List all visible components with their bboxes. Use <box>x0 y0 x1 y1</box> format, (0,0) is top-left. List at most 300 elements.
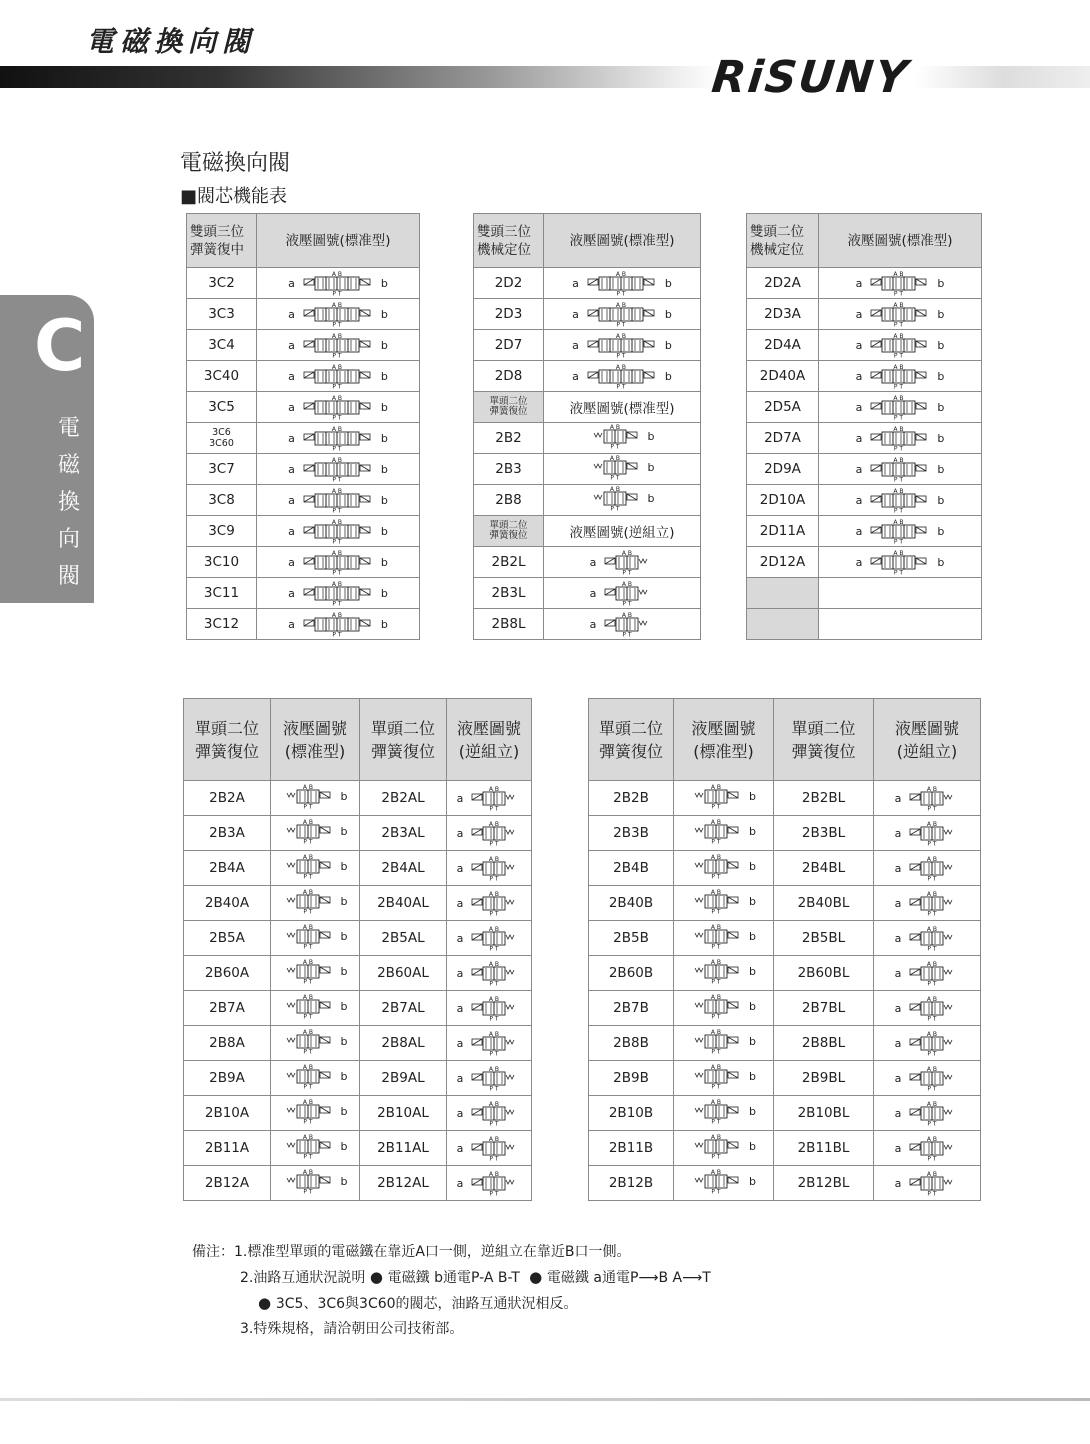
spool-code-text: 2B60BL <box>797 965 850 981</box>
coil-b-label: b <box>749 894 756 908</box>
coil-b-label: b <box>340 1139 348 1153</box>
spool-code-text: 3C3 <box>208 306 235 322</box>
coil-b-label: b <box>937 369 945 383</box>
table-header: 單頭二位 彈簧復位 <box>774 699 874 781</box>
spool-code <box>474 299 544 330</box>
table-row <box>187 361 420 392</box>
svg-text:A B: A B <box>302 819 313 826</box>
table-2d-2b-spool <box>473 213 701 640</box>
spool-code <box>187 268 257 299</box>
valve-symbol-icon <box>691 1168 756 1194</box>
spool-code-text: 2B10A <box>204 1105 250 1121</box>
spool-code <box>184 956 271 991</box>
valve-symbol-icon <box>457 1100 522 1126</box>
valve-symbol-icon <box>590 423 655 449</box>
spool-code-text: 2D12A <box>759 554 806 570</box>
spool-code-text: 3C4 <box>208 337 235 353</box>
spool-code <box>774 921 874 956</box>
valve-symbol-icon <box>856 487 945 513</box>
symbol-cell <box>257 423 420 454</box>
coil-a-label: a <box>456 1001 464 1015</box>
spool-code-text: 2B8L <box>491 616 526 632</box>
coil-a-label: a <box>456 896 464 910</box>
symbol-cell <box>674 956 774 991</box>
coil-a-label: a <box>288 400 295 414</box>
table-row <box>187 547 420 578</box>
svg-text:A B: A B <box>331 333 342 340</box>
spool-code-text: 2B9BL <box>801 1070 846 1086</box>
spool-code-text: 2B2 <box>495 430 522 446</box>
table-2b-a-spool <box>183 698 532 1201</box>
spool-code <box>747 547 819 578</box>
symbol-cell <box>544 578 701 609</box>
symbol-cell <box>674 921 774 956</box>
spool-code-text: 2B5B <box>613 930 649 946</box>
spool-code-text: 3C12 <box>203 616 240 632</box>
chapter-code: C <box>34 305 86 387</box>
valve-symbol-icon <box>895 855 960 881</box>
valve-symbol-icon <box>288 549 388 575</box>
spool-code <box>774 886 874 921</box>
coil-a-label: a <box>894 1036 902 1050</box>
symbol-cell <box>674 1026 774 1061</box>
svg-text:A B: A B <box>893 333 904 340</box>
valve-symbol-icon <box>691 958 756 984</box>
table-row <box>589 921 981 956</box>
table-row <box>474 330 701 361</box>
spool-code <box>589 781 674 816</box>
valve-symbol-icon <box>288 270 388 296</box>
valve-symbol-icon <box>895 1170 960 1196</box>
spool-code <box>184 886 271 921</box>
coil-b-label: b <box>380 369 388 383</box>
bullet-icon: ● <box>258 1294 276 1312</box>
svg-text:P T: P T <box>711 1188 721 1194</box>
svg-text:P T: P T <box>927 805 937 811</box>
spool-code <box>774 991 874 1026</box>
symbol-cell <box>874 816 981 851</box>
spool-code-text: 3C10 <box>203 554 240 570</box>
table-row <box>474 609 701 640</box>
spool-code <box>747 268 819 299</box>
spool-code-text: 2B3L <box>491 585 526 601</box>
table-row <box>184 816 532 851</box>
empty-cell <box>747 609 819 640</box>
spool-code-text: 2D4A <box>764 337 801 353</box>
spool-code <box>187 423 257 454</box>
svg-text:A B: A B <box>302 1064 313 1071</box>
svg-text:P T: P T <box>927 875 937 881</box>
valve-symbol-icon <box>288 425 388 451</box>
svg-text:A B: A B <box>893 457 904 464</box>
valve-symbol-icon <box>283 1028 348 1054</box>
svg-text:P T: P T <box>332 414 342 420</box>
svg-text:A B: A B <box>893 395 904 402</box>
coil-b-label: b <box>380 462 388 476</box>
spool-code <box>474 361 544 392</box>
spool-code <box>589 851 674 886</box>
valve-symbol-icon <box>457 1170 522 1196</box>
spool-code-text: 2B10BL <box>797 1105 850 1121</box>
svg-text:A B: A B <box>302 994 313 1001</box>
coil-a-label: a <box>288 555 295 569</box>
coil-a-label: a <box>288 276 295 290</box>
symbol-cell <box>674 1166 774 1201</box>
symbol-cell <box>271 1061 360 1096</box>
spool-code-text: 2B10AL <box>377 1105 429 1121</box>
table-row <box>187 609 420 640</box>
coil-b-label: b <box>664 369 672 383</box>
section-title: 電磁換向閥 <box>180 151 291 176</box>
spool-code <box>589 1096 674 1131</box>
table-row <box>187 516 420 547</box>
symbol-cell <box>257 299 420 330</box>
coil-a-label: a <box>894 966 902 980</box>
coil-b-label: b <box>340 999 348 1013</box>
valve-symbol-icon <box>856 363 945 389</box>
spool-code-text: 2D9A <box>764 461 801 477</box>
coil-a-label: a <box>288 617 295 631</box>
svg-text:P T: P T <box>489 1120 499 1126</box>
spool-code <box>474 268 544 299</box>
spool-code <box>360 1131 447 1166</box>
table-row <box>747 547 982 578</box>
spool-code <box>360 851 447 886</box>
spool-code-text: 2B3B <box>613 825 649 841</box>
coil-b-label: b <box>749 1104 756 1118</box>
coil-b-label: b <box>937 276 945 290</box>
coil-b-label: b <box>937 431 945 445</box>
note-line-2: 2.油路互通狀況説明 ● 電磁鐵 b通電P-A B-T ● 電磁鐵 a通電P⟶B A⟶T <box>240 1268 711 1286</box>
spool-code <box>474 485 544 516</box>
svg-text:A B: A B <box>927 1066 938 1073</box>
svg-text:A B: A B <box>489 926 500 933</box>
svg-text:P T: P T <box>927 1190 937 1196</box>
symbol-cell <box>447 1061 532 1096</box>
symbol-cell <box>874 1166 981 1201</box>
svg-text:P T: P T <box>489 1155 499 1161</box>
svg-text:P T: P T <box>332 507 342 513</box>
valve-symbol-icon <box>457 1135 522 1161</box>
svg-text:A B: A B <box>302 1169 313 1176</box>
svg-text:P T: P T <box>711 1013 721 1019</box>
coil-a-label: a <box>456 931 464 945</box>
symbol-cell <box>819 547 982 578</box>
table-2b-b-spool <box>588 698 981 1201</box>
valve-symbol-icon <box>283 1098 348 1124</box>
valve-symbol-icon <box>895 925 960 951</box>
coil-b-label: b <box>380 586 388 600</box>
table-row <box>747 485 982 516</box>
svg-text:P T: P T <box>489 840 499 846</box>
svg-text:P T: P T <box>332 569 342 575</box>
spool-code-text: 2B9A <box>209 1070 245 1086</box>
coil-a-label: a <box>456 966 464 980</box>
table-row <box>589 851 981 886</box>
table-row <box>589 991 981 1026</box>
svg-text:A B: A B <box>302 924 313 931</box>
valve-symbol-icon <box>691 1133 756 1159</box>
svg-text:A B: A B <box>615 302 626 309</box>
valve-symbol-icon <box>856 425 945 451</box>
svg-text:P T: P T <box>711 908 721 914</box>
table-header: 液壓圖號 (標准型) <box>271 699 360 781</box>
table-row-empty <box>747 609 982 640</box>
valve-symbol-icon <box>691 853 756 879</box>
table-header: 液壓圖號(標准型) <box>257 214 420 268</box>
spool-code <box>187 299 257 330</box>
subheader-label: 單頭二位 彈簧復位 <box>474 392 544 423</box>
symbol-cell <box>271 921 360 956</box>
spool-code <box>774 781 874 816</box>
symbol-cell <box>874 851 981 886</box>
table-row <box>184 851 532 886</box>
table-row <box>184 886 532 921</box>
table-row <box>184 1026 532 1061</box>
coil-b-label: b <box>647 429 655 443</box>
svg-text:A B: A B <box>331 488 342 495</box>
symbol-cell <box>257 485 420 516</box>
spool-code <box>184 781 271 816</box>
spool-code <box>187 485 257 516</box>
coil-b-label: b <box>340 1034 348 1048</box>
symbol-cell <box>544 609 701 640</box>
spool-code <box>474 578 544 609</box>
svg-text:P T: P T <box>927 945 937 951</box>
coil-b-label: b <box>749 999 756 1013</box>
table-row <box>187 578 420 609</box>
svg-text:A B: A B <box>331 426 342 433</box>
spool-code-text: 2B11A <box>204 1140 250 1156</box>
symbol-cell <box>874 956 981 991</box>
table-row <box>184 956 532 991</box>
valve-symbol-icon <box>288 518 388 544</box>
coil-a-label: a <box>855 431 863 445</box>
symbol-cell <box>819 330 982 361</box>
svg-text:P T: P T <box>302 1153 313 1159</box>
spool-code-text: 2D7A <box>764 430 801 446</box>
svg-text:P T: P T <box>302 1118 313 1124</box>
symbol-cell <box>544 423 701 454</box>
symbol-cell <box>271 886 360 921</box>
symbol-cell <box>447 816 532 851</box>
spool-code-text: 2B3A <box>209 825 245 841</box>
svg-text:A B: A B <box>710 1134 722 1141</box>
symbol-cell <box>447 921 532 956</box>
svg-text:A B: A B <box>893 426 904 433</box>
svg-text:A B: A B <box>489 961 500 968</box>
svg-text:A B: A B <box>302 854 313 861</box>
valve-symbol-icon <box>288 487 388 513</box>
table-header: 單頭二位 彈簧復位 <box>589 699 674 781</box>
table-row <box>184 1166 532 1201</box>
svg-text:P T: P T <box>894 507 904 513</box>
coil-a-label: a <box>855 338 863 352</box>
symbol-cell <box>447 781 532 816</box>
spool-code <box>747 330 819 361</box>
svg-text:A B: A B <box>710 924 722 931</box>
spool-code <box>474 609 544 640</box>
valve-symbol-icon <box>283 818 348 844</box>
svg-text:P T: P T <box>332 631 342 637</box>
svg-text:A B: A B <box>927 1136 938 1143</box>
symbol-cell <box>257 392 420 423</box>
valve-symbol-icon <box>457 1030 522 1056</box>
svg-text:A B: A B <box>331 457 342 464</box>
spool-code <box>187 547 257 578</box>
spool-code <box>360 921 447 956</box>
coil-a-label: a <box>456 1176 464 1190</box>
valve-symbol-icon <box>895 1135 960 1161</box>
coil-b-label: b <box>380 555 388 569</box>
symbol-cell <box>674 851 774 886</box>
spool-code <box>774 1026 874 1061</box>
spool-code-text: 2D8 <box>494 368 523 384</box>
svg-text:A B: A B <box>927 996 938 1003</box>
symbol-cell <box>674 1061 774 1096</box>
coil-b-label: b <box>340 859 348 873</box>
spool-code-text: 2D3A <box>764 306 801 322</box>
symbol-cell <box>544 547 701 578</box>
symbol-cell <box>674 781 774 816</box>
spool-code <box>187 454 257 485</box>
coil-a-label: a <box>855 369 863 383</box>
svg-text:P T: P T <box>711 803 721 809</box>
table-row <box>747 454 982 485</box>
coil-b-label: b <box>340 929 348 943</box>
svg-text:A B: A B <box>489 1136 500 1143</box>
coil-b-label: b <box>937 307 945 321</box>
symbol-cell <box>874 781 981 816</box>
spool-code-text: 2B60AL <box>377 965 429 981</box>
svg-text:A B: A B <box>927 786 938 793</box>
spool-code-text: 2B40B <box>608 895 654 911</box>
symbol-cell <box>874 991 981 1026</box>
symbol-cell <box>447 886 532 921</box>
valve-symbol-icon <box>457 855 522 881</box>
coil-a-label: a <box>855 307 863 321</box>
spool-code <box>774 956 874 991</box>
svg-text:A B: A B <box>893 364 904 371</box>
valve-symbol-icon <box>283 1063 348 1089</box>
symbol-cell <box>674 1131 774 1166</box>
spool-code-text: 2B2B <box>613 790 649 806</box>
svg-text:P T: P T <box>302 978 313 984</box>
valve-symbol-icon <box>856 394 945 420</box>
arrow-right-icon: ⟶ <box>638 1270 659 1286</box>
coil-a-label: a <box>894 1001 902 1015</box>
brand-logo: RiSUNY <box>709 52 912 103</box>
svg-text:P T: P T <box>894 321 904 327</box>
coil-a-label: a <box>288 586 295 600</box>
spool-code-text: 3C2 <box>208 275 235 291</box>
table-row <box>747 330 982 361</box>
svg-text:A B: A B <box>927 856 938 863</box>
svg-text:P T: P T <box>711 1083 721 1089</box>
valve-symbol-icon <box>288 580 388 606</box>
svg-text:P T: P T <box>894 290 904 296</box>
svg-text:A B: A B <box>609 455 620 462</box>
spool-code-text: 2B40BL <box>797 895 850 911</box>
chapter-sub: 1 <box>96 338 114 371</box>
valve-symbol-icon <box>457 1065 522 1091</box>
subheader-title: 液壓圖號(標准型) <box>544 392 701 423</box>
valve-symbol-icon <box>283 783 348 809</box>
svg-text:A B: A B <box>302 784 313 791</box>
valve-symbol-icon <box>856 270 945 296</box>
symbol-cell <box>874 921 981 956</box>
table-row <box>589 816 981 851</box>
svg-text:P T: P T <box>332 290 342 296</box>
symbol-cell <box>544 268 701 299</box>
table-row <box>747 299 982 330</box>
table-subheader-row <box>474 516 701 547</box>
symbol-cell <box>874 1061 981 1096</box>
svg-text:A B: A B <box>710 1064 722 1071</box>
valve-symbol-icon <box>590 580 655 606</box>
coil-a-label: a <box>456 1141 464 1155</box>
valve-symbol-icon <box>691 1098 756 1124</box>
coil-b-label: b <box>380 276 388 290</box>
spool-code-text: 2B8 <box>495 492 522 508</box>
valve-symbol-icon <box>457 890 522 916</box>
svg-text:P T: P T <box>302 908 313 914</box>
spool-code-text: 2B10B <box>608 1105 654 1121</box>
symbol-cell <box>819 299 982 330</box>
svg-text:P T: P T <box>711 1118 721 1124</box>
svg-text:P T: P T <box>927 1015 937 1021</box>
valve-symbol-icon <box>691 1063 756 1089</box>
spool-code-text: 2B11B <box>608 1140 654 1156</box>
spool-code <box>184 851 271 886</box>
spool-code <box>589 1061 674 1096</box>
coil-b-label: b <box>380 338 388 352</box>
bullet-icon: ● <box>524 1268 547 1286</box>
symbol-cell <box>257 516 420 547</box>
spool-code <box>360 991 447 1026</box>
svg-text:A B: A B <box>331 302 342 309</box>
coil-b-label: b <box>340 789 348 803</box>
svg-text:A B: A B <box>927 891 938 898</box>
svg-text:A B: A B <box>489 891 500 898</box>
spool-code-text: 3C40 <box>203 368 240 384</box>
table-row <box>589 1061 981 1096</box>
coil-b-label: b <box>380 493 388 507</box>
spool-code-text: 2B12A <box>204 1175 250 1191</box>
symbol-cell <box>447 1166 532 1201</box>
symbol-cell <box>674 1096 774 1131</box>
spool-code <box>360 886 447 921</box>
coil-a-label: a <box>894 931 902 945</box>
svg-text:A B: A B <box>615 333 626 340</box>
symbol-cell <box>819 392 982 423</box>
valve-symbol-icon <box>288 394 388 420</box>
table-subheader-row <box>474 392 701 423</box>
valve-symbol-icon <box>691 993 756 1019</box>
symbol-cell <box>271 956 360 991</box>
table-header: 單頭二位 彈簧復位 <box>360 699 447 781</box>
symbol-cell <box>544 299 701 330</box>
coil-a-label: a <box>572 307 579 321</box>
table-3c-spool <box>186 213 420 640</box>
svg-text:P T: P T <box>302 1013 313 1019</box>
coil-a-label: a <box>855 555 863 569</box>
valve-symbol-icon <box>457 960 522 986</box>
svg-text:A B: A B <box>615 271 626 278</box>
valve-symbol-icon <box>288 611 388 637</box>
symbol-cell <box>447 956 532 991</box>
table-row <box>747 268 982 299</box>
